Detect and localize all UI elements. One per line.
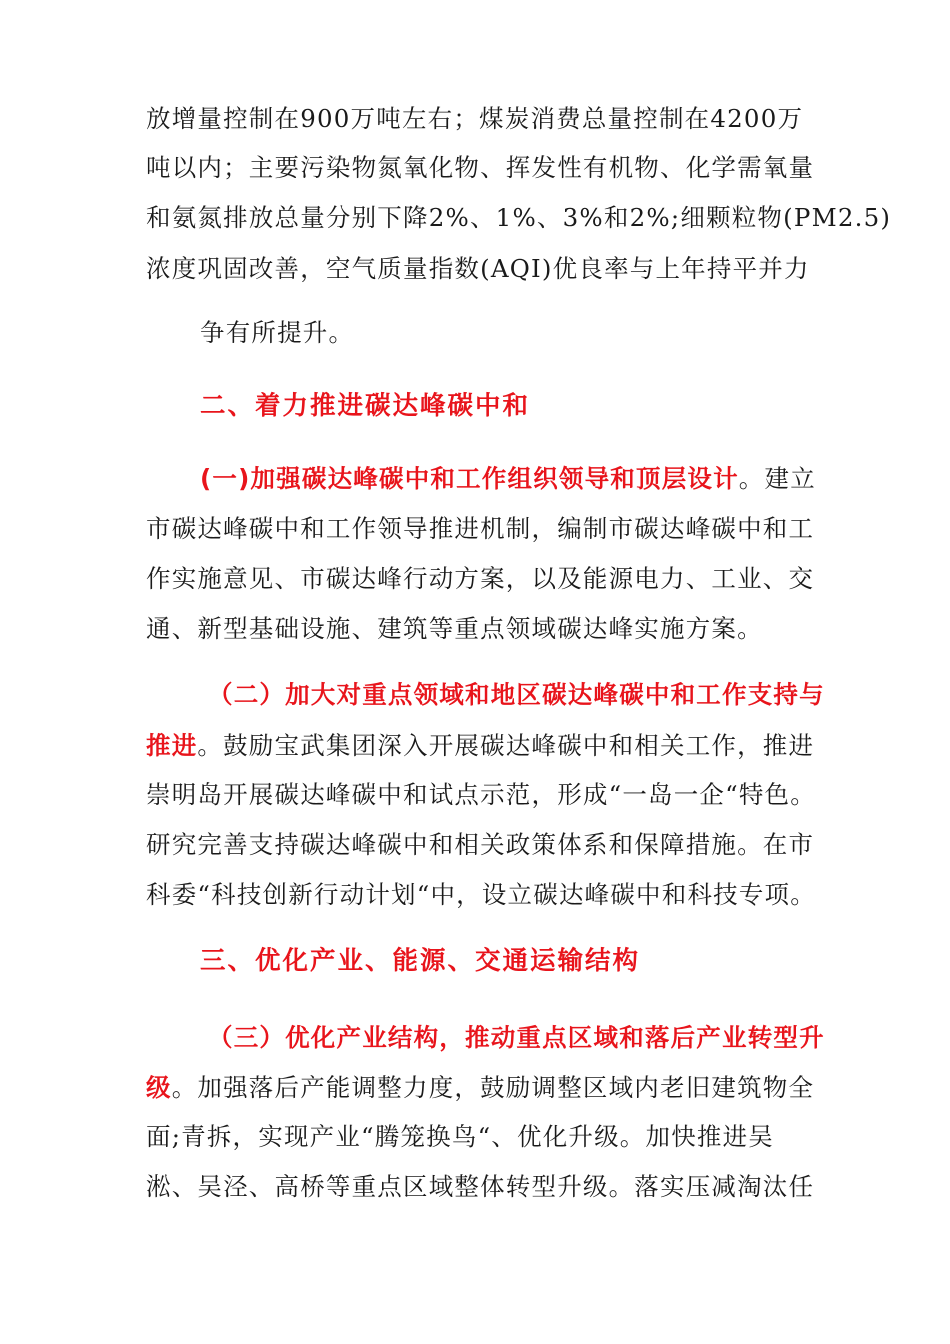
body-line: 面;青拆，实现产业“腾笼换鸟“、优化升级。加快推进吴 — [146, 1122, 775, 1151]
body-line: 科委“科技创新行动计划“中，设立碳达峰碳中和科技专项。 — [146, 880, 816, 909]
item-2-text: 。鼓励宝武集团深入开展碳达峰碳中和相关工作，推进 — [197, 731, 815, 760]
body-line: 研究完善支持碳达峰碳中和相关政策体系和保障措施。在市 — [146, 830, 815, 859]
body-line: 市碳达峰碳中和工作领导推进机制，编制市碳达峰碳中和工 — [146, 514, 815, 543]
item-1-title: (一)加强碳达峰碳中和工作组织领导和顶层设计 — [200, 464, 739, 493]
item-3-title-end: 级 — [146, 1073, 172, 1102]
body-line: 争有所提升。 — [200, 318, 355, 347]
body-line: 和氨氮排放总量分别下降2%、1%、3%和2%;细颗粒物(PM2.5) — [146, 203, 892, 232]
section-heading-2: 二、着力推进碳达峰碳中和 — [200, 391, 531, 421]
item-1-text: 。建立 — [738, 464, 816, 493]
body-line: 吨以内；主要污染物氮氧化物、挥发性有机物、化学需氧量 — [146, 153, 815, 182]
item-3-title-line: （三）优化产业结构，推动重点区域和落后产业转型升 — [208, 1023, 825, 1052]
item-2-second-line — [146, 731, 814, 761]
item-2-title-end: 推进 — [146, 731, 198, 760]
body-line: 放增量控制在900万吨左右；煤炭消费总量控制在4200万 — [146, 104, 804, 133]
body-line: 崇明岛开展碳达峰碳中和试点示范，形成“一岛一企“特色。 — [146, 780, 816, 809]
body-line: 淞、吴泾、高桥等重点区域整体转型升级。落实压减淘汰任 — [146, 1172, 815, 1201]
item-3-text: 。加强落后产能调整力度，鼓励调整区域内老旧建筑物全 — [171, 1073, 815, 1102]
body-line: 浓度巩固改善，空气质量指数(AQI)优良率与上年持平并力 — [146, 254, 810, 283]
item-3-second-line — [146, 1073, 814, 1103]
item-1-first-line — [200, 464, 816, 494]
section-heading-3: 三、优化产业、能源、交通运输结构 — [200, 946, 641, 976]
body-line: 作实施意见、市碳达峰行动方案，以及能源电力、工业、交 — [146, 564, 815, 593]
item-2-title-line: （二）加大对重点领域和地区碳达峰碳中和工作支持与 — [208, 680, 825, 709]
body-line: 通、新型基础设施、建筑等重点领域碳达峰实施方案。 — [146, 614, 763, 643]
